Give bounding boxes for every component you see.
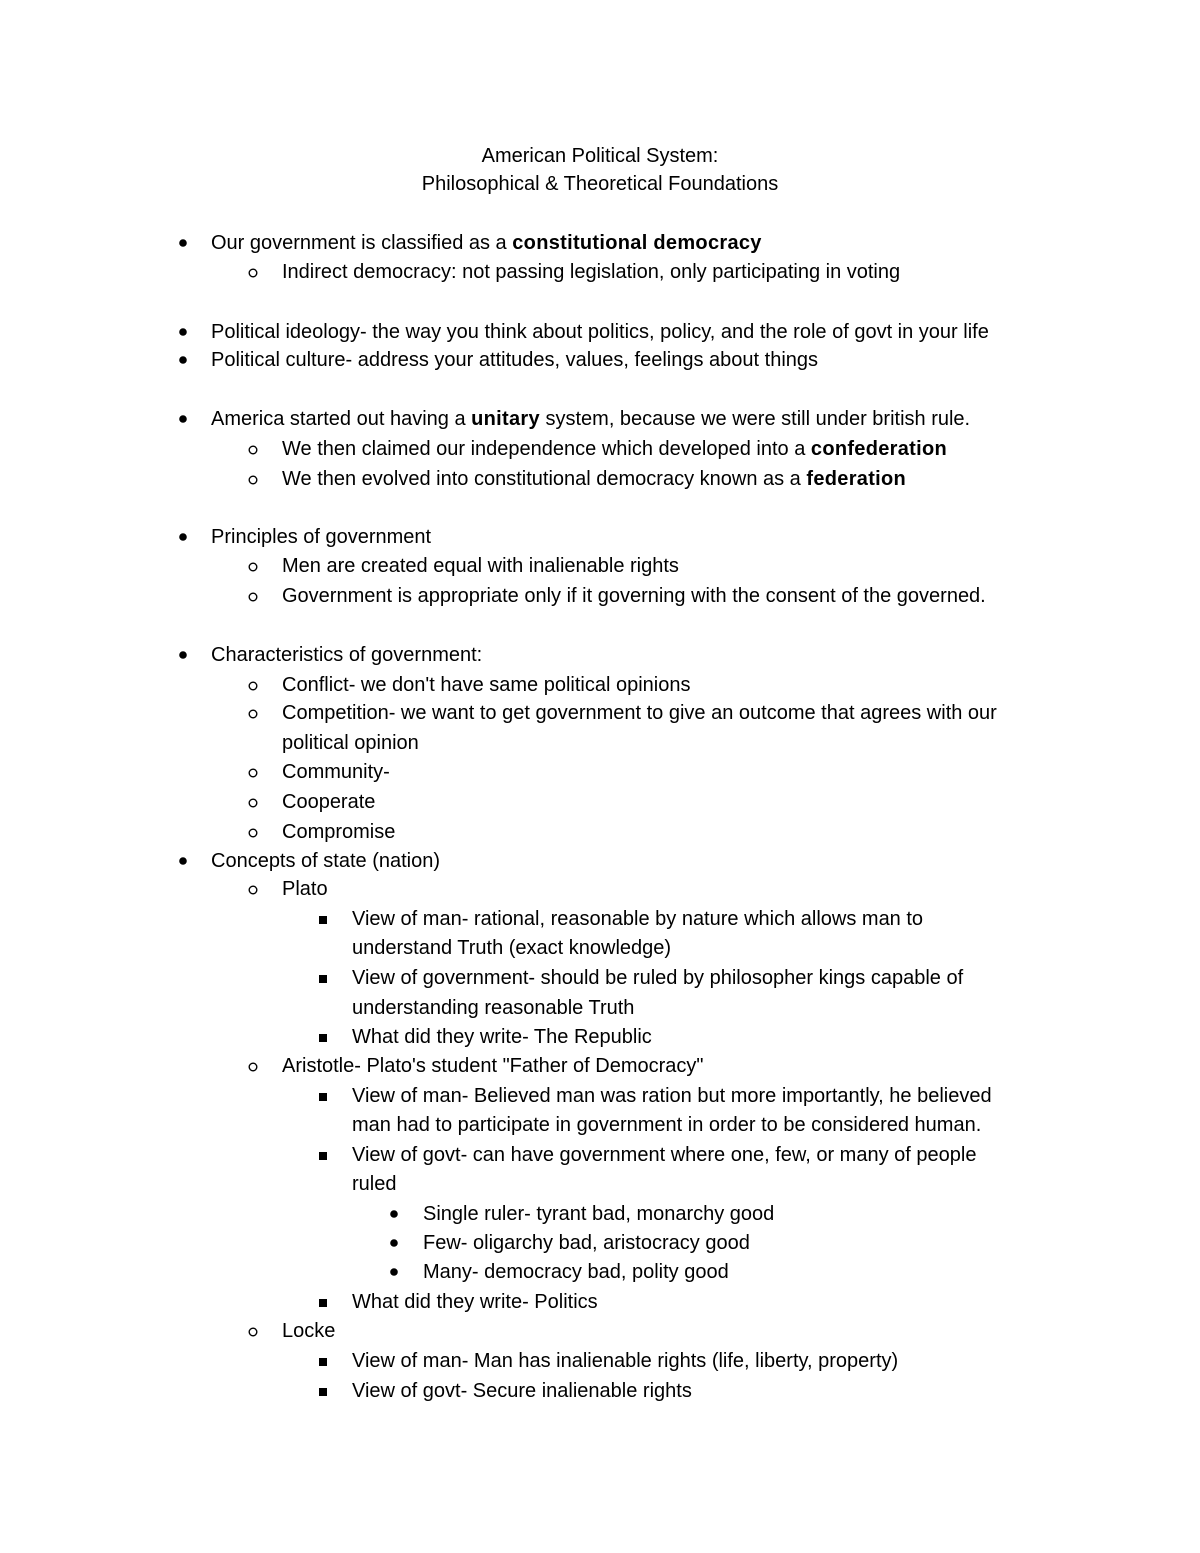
list-item-text (211, 229, 762, 257)
text-segment: We then claimed our independence which developed into a (282, 438, 811, 460)
bullet-filled-icon (176, 318, 190, 346)
list-item-text (423, 1258, 729, 1286)
text-segment: View of man- rational, reasonable by nature which allows man to (352, 908, 924, 930)
text-segment: View of govt- can have government where one, few, or many of people (352, 1144, 977, 1166)
bullet-square-icon (316, 1023, 330, 1051)
list-item-text (282, 729, 419, 757)
list-item-text (352, 994, 634, 1022)
bullet-square-icon (316, 1377, 330, 1405)
text-segment: What did they write- The Republic (352, 1026, 652, 1048)
text-segment: What did they write- Politics (352, 1291, 598, 1313)
list-item-text (352, 1170, 396, 1198)
list-item-text (282, 552, 679, 580)
bold-term: constitutional democracy (512, 232, 762, 254)
bullet-hollow-icon (246, 1052, 260, 1080)
document-subtitle: Philosophical & Theoretical Foundations (421, 173, 779, 195)
bullet-hollow-icon (246, 788, 260, 816)
bullet-hollow-icon (246, 671, 260, 699)
text-segment: man had to participate in government in order to be considered human. (352, 1114, 982, 1136)
list-item-text (352, 964, 963, 992)
list-item-text (282, 758, 390, 786)
list-item-text (282, 465, 906, 493)
bold-term: confederation (810, 438, 948, 460)
text-segment: political opinion (282, 732, 419, 754)
text-segment: Political ideology- the way you think about politics, policy, and the role of govt in your life (211, 321, 989, 343)
bullet-filled-icon (176, 641, 190, 669)
text-segment: Our government is classified as a (211, 232, 513, 254)
bullet-hollow-icon (246, 465, 260, 493)
list-item-text (282, 788, 375, 816)
bullet-square-icon (316, 964, 330, 992)
list-item-text (282, 258, 900, 286)
text-segment: understanding reasonable Truth (352, 997, 635, 1019)
bullet-filled-icon (176, 405, 190, 433)
bullet-square-icon (316, 1141, 330, 1169)
list-item-text (352, 1288, 598, 1316)
text-segment: Cooperate (282, 791, 376, 813)
list-item-text (423, 1229, 750, 1257)
list-item-text (282, 582, 986, 610)
bullet-filled-icon (387, 1200, 401, 1228)
bullet-hollow-icon (246, 699, 260, 727)
bullet-hollow-icon (246, 1317, 260, 1345)
bullet-filled-icon (176, 229, 190, 257)
text-segment: Plato (282, 878, 328, 900)
text-segment: Government is appropriate only if it governing with the consent of the governed. (282, 585, 986, 607)
text-segment: Competition- we want to get government to give an outcome that agrees with our (282, 702, 997, 724)
text-segment: Indirect democracy: not passing legislation, only participating in voting (282, 261, 901, 283)
bullet-square-icon (316, 1288, 330, 1316)
text-segment: View of govt- Secure inalienable rights (352, 1380, 692, 1402)
text-segment: system, because we were still under british rule. (539, 408, 971, 430)
bullet-filled-icon (176, 346, 190, 374)
bullet-filled-icon (176, 847, 190, 875)
bullet-hollow-icon (246, 818, 260, 846)
list-item-text (352, 1111, 981, 1139)
text-segment: understand Truth (exact knowledge) (352, 937, 672, 959)
text-segment: Compromise (282, 821, 396, 843)
list-item-text (352, 1023, 652, 1051)
bullet-hollow-icon (246, 435, 260, 463)
text-segment: Single ruler- tyrant bad, monarchy good (423, 1203, 775, 1225)
list-item-text (352, 1082, 992, 1110)
text-segment: Concepts of state (nation) (211, 850, 441, 872)
list-item-text (352, 905, 923, 933)
list-item-text (282, 875, 328, 903)
text-segment: Many- democracy bad, polity good (423, 1261, 729, 1283)
text-segment: Characteristics of government: (211, 644, 483, 666)
text-segment: Few- oligarchy bad, aristocracy good (423, 1232, 750, 1254)
bold-term: federation (806, 468, 907, 490)
text-segment: View of man- Man has inalienable rights (life, liberty, property) (352, 1350, 899, 1372)
list-item-text (211, 641, 482, 669)
text-segment: Principles of government (211, 526, 432, 548)
text-segment: We then evolved into constitutional democracy known as a (282, 468, 807, 490)
bullet-hollow-icon (246, 552, 260, 580)
bullet-hollow-icon (246, 758, 260, 786)
text-segment: Men are created equal with inalienable rights (282, 555, 679, 577)
text-segment: View of government- should be ruled by philosopher kings capable of (352, 967, 964, 989)
bullet-square-icon (316, 1082, 330, 1110)
list-item-text (352, 1377, 692, 1405)
list-item-text (423, 1200, 774, 1228)
text-segment: Community- (282, 761, 390, 783)
list-item-text (211, 847, 440, 875)
list-item-text (352, 1347, 898, 1375)
list-item-text (282, 435, 947, 463)
bullet-square-icon (316, 1347, 330, 1375)
list-item-text (211, 346, 818, 374)
text-segment: America started out having a (211, 408, 472, 430)
text-segment: Aristotle- Plato's student "Father of Democracy" (282, 1055, 704, 1077)
bullet-hollow-icon (246, 875, 260, 903)
text-segment: Locke (282, 1320, 336, 1342)
list-item-text (282, 671, 690, 699)
bullet-hollow-icon (246, 582, 260, 610)
text-segment: Conflict- we don't have same political opinions (282, 674, 691, 696)
text-segment: ruled (352, 1173, 397, 1195)
list-item-text (282, 1317, 335, 1345)
bullet-filled-icon (176, 523, 190, 551)
text-segment: Political culture- address your attitudes, values, feelings about things (211, 349, 819, 371)
bullet-filled-icon (387, 1258, 401, 1286)
list-item-text (282, 818, 395, 846)
document-title: American Political System: (481, 145, 719, 167)
text-segment: View of man- Believed man was ration but more importantly, he believed (352, 1085, 992, 1107)
list-item-text (211, 405, 970, 433)
bullet-filled-icon (387, 1229, 401, 1257)
list-item-text (352, 1141, 976, 1169)
bullet-hollow-icon (246, 258, 260, 286)
list-item-text (282, 1052, 704, 1080)
bullet-square-icon (316, 905, 330, 933)
list-item-text (211, 523, 431, 551)
bold-term: unitary (471, 408, 540, 430)
list-item-text (211, 318, 989, 346)
list-item-text (352, 934, 671, 962)
list-item-text (282, 699, 997, 727)
